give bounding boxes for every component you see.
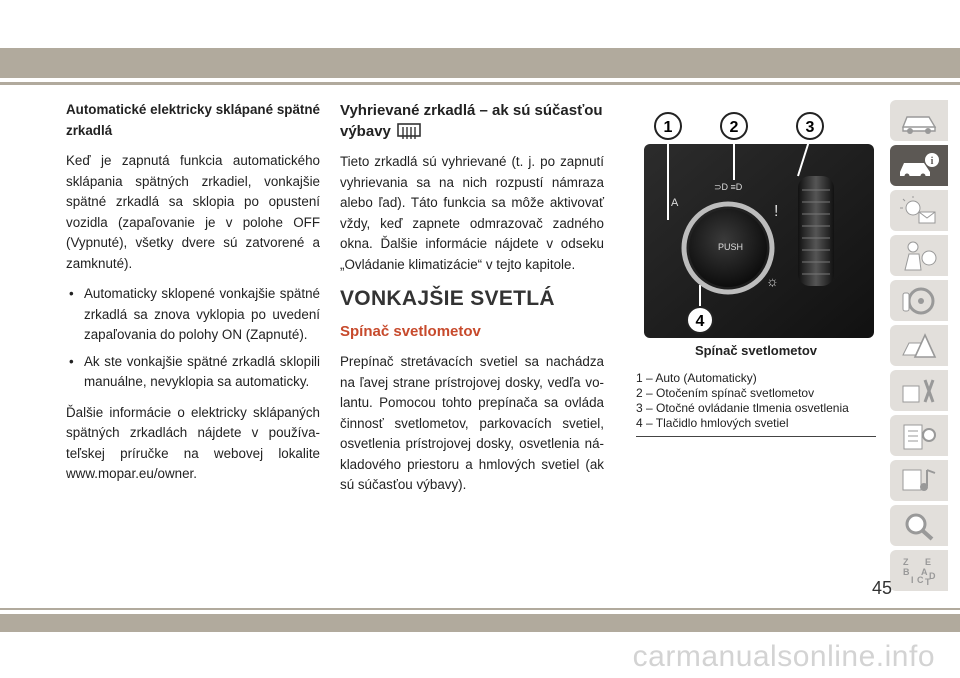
dimmer-wheel <box>798 176 834 286</box>
headlight-switch-paragraph: Prepínač stretávacích svetiel sa nachádza na ľavej strane prístrojovej dosky, vedľa volantu. Pomocou tohto prepínača sa ovláda činnosť svetlometov, parkovacích svetiel, osvetlenia prístrojovej dosky, osvetlenia nákladového priestoru a hmlových svetiel (ak sú súčasťou výbavy). <box>340 354 604 492</box>
car-info-icon <box>898 152 940 180</box>
airbag-person-icon <box>899 240 939 272</box>
roadside-warning-icon <box>899 331 939 361</box>
mirror-fold-list <box>66 284 320 393</box>
callout-1 <box>655 113 681 139</box>
page-number: 45 <box>871 578 892 598</box>
index-letters-icon <box>899 555 939 587</box>
svg-text:4: 4 <box>695 313 705 330</box>
svg-text:Z: Z <box>903 556 909 567</box>
svg-text:⊃D ≡D: ⊃D ≡D <box>714 182 743 192</box>
tab-starting-driving[interactable] <box>890 280 948 321</box>
figure-legend <box>636 371 876 431</box>
legend-item: 3 – Otočné ovládanie tlmenia osvetlenia <box>636 401 849 415</box>
mirror-fold-heading: Automatické elektricky sklápané spätné zrkadlá <box>66 102 320 138</box>
tab-index[interactable] <box>890 550 948 591</box>
callout-2 <box>721 113 747 139</box>
mirror-fold-paragraph: Keď je zapnutá funkcia automatického sklápania spätných zrkadiel, vonkajšie spätné zrkadlá sa sklopia po opustení vozidla (zapaľovanie je v polohe OFF (Vypnuté), všetky dvere sú zatvorené a zamknuté). <box>66 153 320 271</box>
tab-service[interactable] <box>890 370 948 411</box>
tab-specifications[interactable] <box>890 415 948 456</box>
callout-4 <box>687 307 713 333</box>
tab-warning-lights[interactable] <box>890 190 948 231</box>
svg-text:1: 1 <box>663 119 673 136</box>
svg-text:I: I <box>911 574 914 585</box>
svg-text:3: 3 <box>805 119 815 136</box>
tab-getting-to-know[interactable] <box>890 145 948 186</box>
svg-text:D: D <box>929 570 936 581</box>
svg-text:☼: ☼ <box>766 273 779 289</box>
svg-text:2: 2 <box>729 119 739 136</box>
list-item: • Ak ste vonkajšie spätné zrkadlá sklopili manuálne, nevyklopia sa automaticky. <box>66 352 320 393</box>
list-item: • Automaticky sklopené vonkajšie spätné zrkadlá sa znova vyklopia po uvedení zapaľovania do polohy ON (Zapnuté). <box>66 284 320 346</box>
svg-text:T: T <box>925 576 931 587</box>
watermark: carmanualsonline.info <box>632 640 935 673</box>
mirror-fold-info-paragraph: Ďalšie informácie o elektricky sklápaných spätných zrkadlách nájdete v používateľskej príručke na webovej lokalite www.mopar.eu/owner. <box>66 404 320 481</box>
tab-emergency[interactable] <box>890 325 948 366</box>
legend-rule <box>636 436 876 437</box>
legend-item: 2 – Otočením spínač svetlometov <box>636 386 815 400</box>
tools-icon <box>899 376 939 406</box>
search-icon <box>899 511 939 541</box>
svg-text:C: C <box>917 574 924 585</box>
headlight-switch-figure <box>638 110 874 338</box>
car-icon <box>899 107 939 135</box>
svg-text:B: B <box>903 566 910 577</box>
steering-wheel-icon <box>899 285 939 317</box>
rear-defrost-icon <box>397 123 421 141</box>
bottom-band <box>0 614 960 632</box>
svg-text:E: E <box>925 556 932 567</box>
figure-caption: Spínač svetlometov <box>694 343 818 358</box>
tab-search[interactable] <box>890 505 948 546</box>
bottom-rule <box>0 608 960 610</box>
warning-lights-icon <box>899 196 939 226</box>
middle-column <box>340 100 604 506</box>
callout-3 <box>797 113 823 139</box>
tab-multimedia[interactable] <box>890 460 948 501</box>
section-title: VONKAJŠIE SVETLÁ <box>340 287 555 310</box>
legend-item: 1 – Auto (Automaticky) <box>636 371 757 385</box>
svg-text:A: A <box>921 566 928 577</box>
legend-item: 4 – Tlačidlo hmlových svetiel <box>636 416 789 430</box>
tab-safety[interactable] <box>890 235 948 276</box>
specifications-icon <box>899 421 939 451</box>
auto-position-letter: A <box>671 197 679 209</box>
subsection-title: Spínač svetlometov <box>340 322 481 340</box>
multimedia-icon <box>899 466 939 496</box>
heated-mirrors-paragraph: Tieto zrkadlá sú vyhrievané (t. j. po zapnutí vyhrievania sa na nich rozpustí námraza alebo ľad). Táto funkcia sa môže aktivovať vždy, keď zapnete odmrazovač zadného okna. Ďalšie informácie nájdete v odseku „Ovládanie klimatizácie“ v tejto kapitole. <box>340 154 604 272</box>
heated-mirrors-heading <box>340 100 604 142</box>
tab-vehicle[interactable] <box>890 100 948 141</box>
knob-push-label: PUSH <box>718 242 744 252</box>
svg-text:!: ! <box>774 203 779 220</box>
top-rule <box>0 82 960 85</box>
left-column <box>66 100 320 495</box>
top-band <box>0 48 960 78</box>
heated-mirrors-heading-text: Vyhrievané zrkadlá – ak sú súčasťou výbavy <box>340 102 603 140</box>
svg-text:i: i <box>930 155 934 167</box>
